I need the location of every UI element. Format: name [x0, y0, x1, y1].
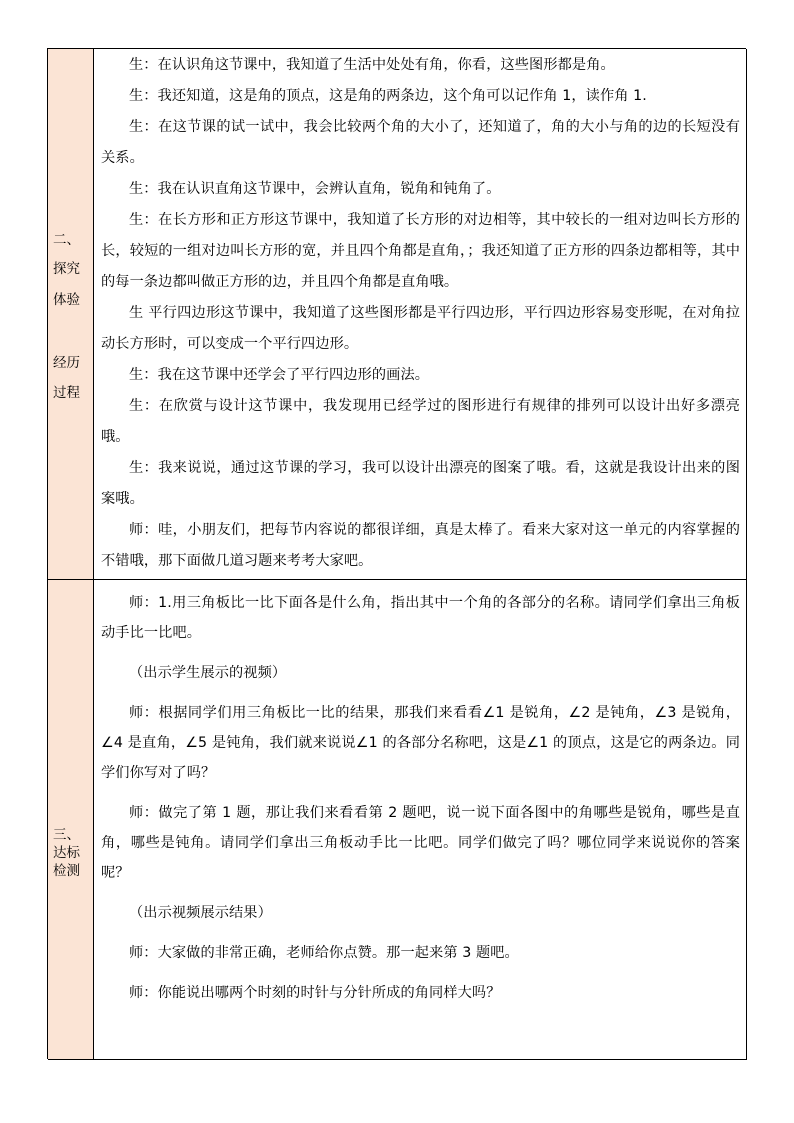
section-label-line: 三、 — [53, 827, 80, 843]
dialogue-paragraph: 生：我还知道，这是角的顶点，这是角的两条边，这个角可以记作角 1，读作角 1. — [129, 88, 647, 104]
stage-direction: （出示视频展示结果） — [129, 905, 272, 921]
dialogue-paragraph: 师：根据同学们用三角板比一比的结果，那我们来看看∠1 是锐角，∠2 是钝角，∠3 是锐角，∠4 是直角，∠5 是钝角，我们就来说说∠1 的各部分名称吧，这是∠1 的顶点，这是它的两条边。同学们你写对了吗？ — [101, 705, 740, 781]
dialogue-paragraph: 师：哇，小朋友们，把每节内容说的都很详细，真是太棒了。看来大家对这一单元的内容掌握的不错哦，那下面做几道习题来考考大家吧。 — [101, 522, 740, 569]
section-label-line: 达标 — [53, 845, 80, 861]
section-row-assessment — [48, 580, 747, 1060]
dialogue-paragraph: 生：我在这节课中还学会了平行四边形的画法。 — [129, 367, 430, 383]
dialogue-paragraph: 生：在长方形和正方形这节课中，我知道了长方形的对边相等，其中较长的一组对边叫长方形的长，较短的一组对边叫长方形的宽，并且四个角都是直角，；我还知道了正方形的四条边都相等，其中的每一条边都叫做正方形的边，并且四个角都是直角哦。 — [101, 212, 740, 290]
section-content-cell — [94, 49, 746, 579]
section-label-line: 探究 — [53, 261, 80, 277]
dialogue-paragraph: 生：我在认识直角这节课中，会辨认直角，锐角和钝角了。 — [129, 181, 501, 197]
section-label-line: 经历 — [53, 355, 80, 371]
lesson-table — [47, 48, 746, 1059]
section-label-line: 过程 — [53, 385, 80, 401]
dialogue-paragraph: 生：在这节课的试一试中，我会比较两个角的大小了，还知道了，角的大小与角的边的长短没有关系。 — [101, 119, 740, 166]
section-content-cell — [94, 580, 746, 1059]
dialogue-paragraph: 师：做完了第 1 题，那让我们来看看第 2 题吧，说一说下面各图中的角哪些是锐角，哪些是直角，哪些是钝角。请同学们拿出三角板动手比一比吧。同学们做完了吗？哪位同学来说说你的答案呢？ — [101, 805, 740, 881]
dialogue-paragraph: 师：你能说出哪两个时刻的时针与分针所成的角同样大吗？ — [129, 985, 501, 1001]
section-row-explore — [48, 49, 747, 580]
dialogue-paragraph: 生：在欣赏与设计这节课中，我发现用已经学过的图形进行有规律的排列可以设计出好多漂亮哦。 — [101, 398, 740, 445]
section-label-line: 检测 — [53, 863, 80, 879]
section-label-cell — [48, 580, 94, 1059]
dialogue-paragraph: 生 平行四边形这节课中，我知道了这些图形都是平行四边形，平行四边形容易变形呢，在对角拉动长方形时，可以变成一个平行四边形。 — [101, 305, 740, 352]
dialogue-paragraph: 师：大家做的非常正确，老师给你点赞。那一起来第 3 题吧。 — [129, 945, 519, 961]
dialogue-paragraph: 生：在认识角这节课中，我知道了生活中处处有角，你看，这些图形都是角。 — [129, 57, 615, 73]
section-label-line: 二、 — [53, 232, 80, 248]
dialogue-paragraph: 师：1.用三角板比一比下面各是什么角，指出其中一个角的各部分的名称。请同学们拿出三角板动手比一比吧。 — [101, 595, 740, 641]
dialogue-paragraph: 生：我来说说，通过这节课的学习，我可以设计出漂亮的图案了哦。看，这就是我设计出来的图案哦。 — [101, 460, 740, 507]
section-label-cell — [48, 49, 94, 579]
section-label-line: 体验 — [53, 292, 80, 308]
stage-direction: （出示学生展示的视频） — [129, 665, 287, 681]
